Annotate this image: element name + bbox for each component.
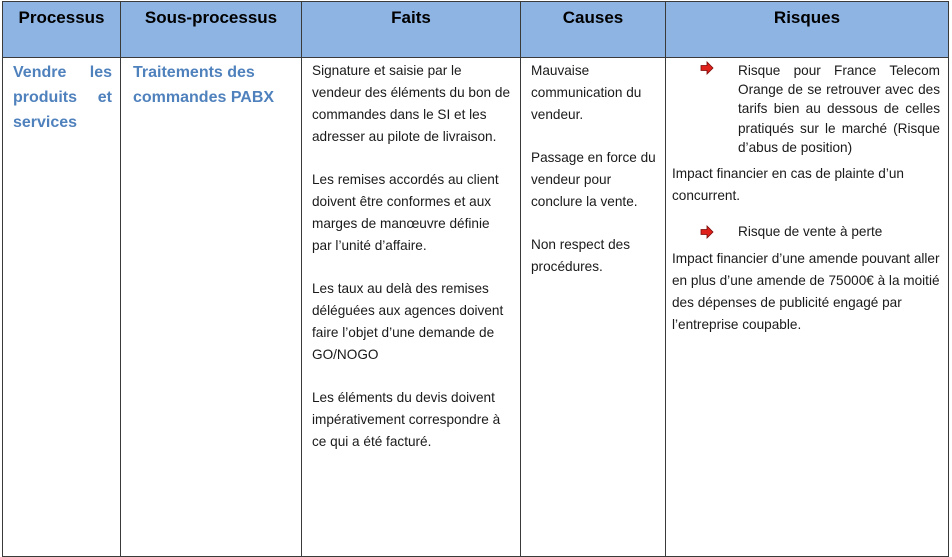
header-causes: Causes [521, 2, 666, 58]
risk-table [2, 1, 949, 557]
cause-paragraph: Non respect des procédures. [531, 237, 630, 274]
risk-text: Risque pour France Telecom Orange de se retrouver avec des tarifs bien au dessous de celles pratiqués sur le marché (Risque d’abus de position) [738, 63, 940, 155]
risk-text: Risque de vente à perte [738, 224, 883, 240]
header-row [3, 2, 949, 58]
impact-text: Impact financier d’une amende pouvant aller en plus d’une amende de 75000€ à la moitié des dépenses de publicité engagé par l’entreprise coupable. [672, 251, 940, 333]
fait-paragraph: Signature et saisie par le vendeur des éléments du bon de commandes dans le SI et les adresser au pilote de livraison. [312, 63, 511, 144]
header-risques: Risques [666, 2, 949, 58]
header-faits: Faits [302, 2, 521, 58]
processus-text: Vendre les produits et services [13, 64, 112, 131]
risk-item [666, 221, 948, 244]
header-processus: Processus [3, 2, 121, 58]
cell-processus [3, 58, 121, 557]
fait-paragraph: Les remises accordés au client doivent être conformes et aux marges de manœuvre définie par l’unité d’affaire. [312, 172, 499, 253]
header-sous-processus: Sous-processus [121, 2, 302, 58]
cause-paragraph: Passage en force du vendeur pour conclure la vente. [531, 150, 656, 209]
table-row [3, 58, 949, 557]
red-right-arrow-icon [666, 221, 738, 244]
red-right-arrow-icon [666, 61, 738, 80]
cell-sous-processus [121, 58, 302, 557]
impact-text: Impact financier en cas de plainte d’un concurrent. [672, 166, 904, 204]
fait-paragraph: Les éléments du devis doivent impérativement correspondre à ce qui a été facturé. [312, 390, 501, 449]
cell-causes [521, 58, 666, 557]
fait-paragraph: Les taux au delà des remises déléguées aux agences doivent faire l’objet d’une demande de GO/NOGO [312, 281, 504, 362]
cell-faits [302, 58, 521, 557]
sous-processus-text: Traitements des commandes PABX [133, 64, 275, 106]
cause-paragraph: Mauvaise communication du vendeur. [531, 63, 642, 122]
cell-risques [666, 58, 949, 557]
risk-item [666, 61, 948, 157]
